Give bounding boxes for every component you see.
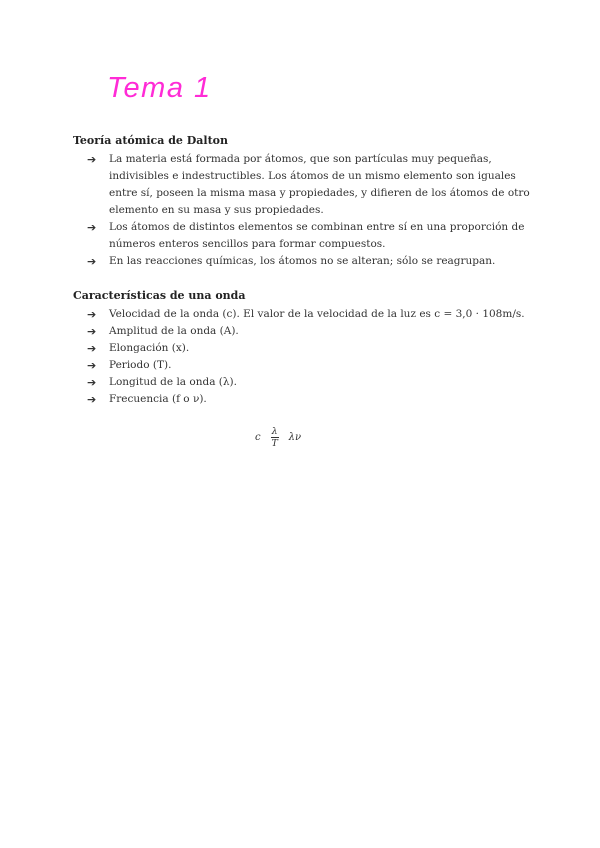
list-item	[73, 374, 533, 391]
formula-fraction	[271, 426, 279, 449]
list-item	[73, 340, 533, 357]
formula-rhs: λν	[288, 431, 302, 443]
page-title: Tema 1	[107, 72, 212, 104]
list-item	[73, 323, 533, 340]
list-item-text: Longitud de la onda (λ).	[109, 376, 237, 388]
bullet-list	[73, 151, 533, 270]
list-item-text: Elongación (x).	[109, 342, 190, 354]
list-item-text: Los átomos de distintos elementos se combinan entre sí en una proporción de números enteros sencillos para formar compuestos.	[109, 221, 525, 250]
right-arrow-icon: ➔	[87, 342, 97, 355]
list-item	[73, 253, 533, 270]
right-arrow-icon: ➔	[87, 221, 97, 234]
list-item-text: Frecuencia (f o ν).	[109, 393, 207, 405]
wave-speed-formula	[255, 426, 301, 448]
list-item	[73, 306, 533, 323]
right-arrow-icon: ➔	[87, 308, 97, 321]
list-item	[73, 219, 533, 253]
formula-denominator: T	[271, 437, 278, 449]
formula-lhs: c	[255, 431, 261, 443]
formula-numerator: λ	[271, 425, 278, 437]
right-arrow-icon: ➔	[87, 376, 97, 389]
list-item-text: La materia está formada por átomos, que son partículas muy pequeñas, indivisibles e indestructibles. Los átomos de un mismo elemento son iguales entre sí, poseen la misma masa y propiedades, y difieren de los átomos de otro elemento en su masa y sus propiedades.	[109, 153, 530, 216]
bullet-list	[73, 306, 533, 408]
right-arrow-icon: ➔	[87, 393, 97, 406]
section-wave-characteristics	[73, 287, 533, 408]
right-arrow-icon: ➔	[87, 325, 97, 338]
right-arrow-icon: ➔	[87, 359, 97, 372]
list-item-text: Amplitud de la onda (A).	[109, 325, 239, 337]
section-heading: Características de una onda	[73, 289, 246, 302]
list-item-text: Periodo (T).	[109, 359, 172, 371]
section-dalton-theory	[73, 132, 533, 270]
list-item-text: Velocidad de la onda (c). El valor de la velocidad de la luz es c = 3,0 · 108m/s.	[109, 308, 525, 320]
right-arrow-icon: ➔	[87, 153, 97, 166]
list-item	[73, 357, 533, 374]
section-heading: Teoría atómica de Dalton	[73, 134, 228, 147]
list-item	[73, 391, 533, 408]
right-arrow-icon: ➔	[87, 255, 97, 268]
list-item	[73, 151, 533, 219]
list-item-text: En las reacciones químicas, los átomos no se alteran; sólo se reagrupan.	[109, 255, 496, 267]
